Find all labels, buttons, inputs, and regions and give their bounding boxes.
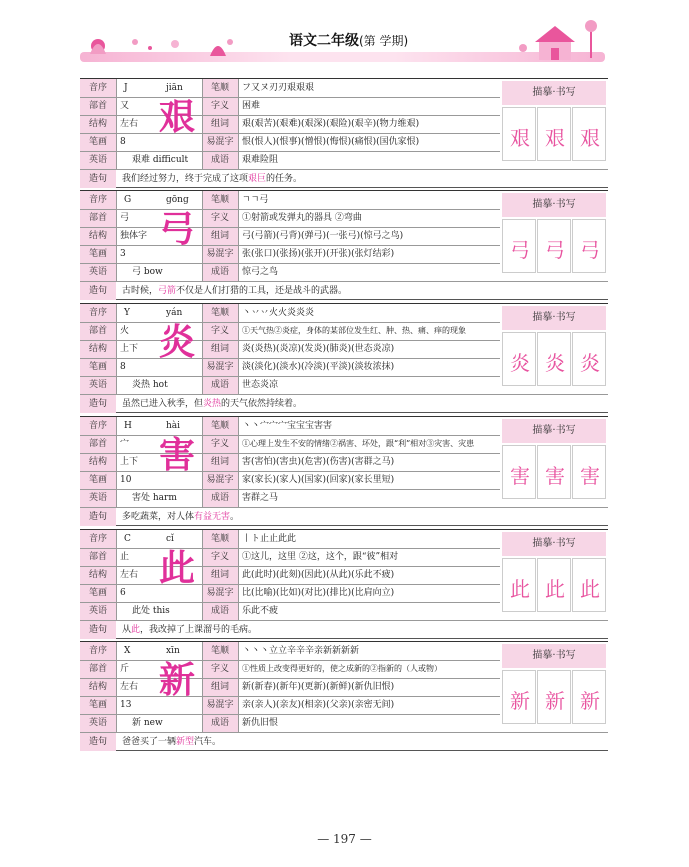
value-words: 炎(炎热)(炎凉)(发炎)(肺炎)(世态炎凉) — [242, 344, 395, 354]
tracing-cell[interactable] — [572, 332, 606, 386]
sentence-row — [80, 169, 608, 188]
page-number: — 197 — — [317, 832, 372, 846]
value-radical: 又 — [120, 101, 130, 111]
label-strokes: 笔画 — [80, 358, 116, 376]
value-idiom: 惊弓之鸟 — [242, 267, 279, 277]
label-structure: 结构 — [80, 453, 116, 471]
tracing-character: 此 — [510, 577, 530, 601]
label-meaning: 字义 — [202, 548, 238, 566]
value-radical: 止 — [120, 552, 130, 562]
label-structure: 结构 — [80, 115, 116, 133]
tracing-character: 害 — [545, 464, 565, 488]
label-stroke_order: 笔顺 — [202, 530, 238, 548]
tracing-character: 艰 — [580, 126, 600, 150]
label-english: 英语 — [80, 489, 116, 507]
sentence-row — [80, 732, 608, 751]
label-strokes: 笔画 — [80, 471, 116, 489]
value-pinyin: hài — [166, 421, 181, 431]
label-pinyin: 音序 — [80, 417, 116, 435]
label-idiom: 成语 — [202, 151, 238, 169]
label-sentence: 造句 — [80, 170, 116, 188]
sentence-highlight: 艰巨 — [248, 174, 267, 184]
tracing-cell[interactable] — [572, 558, 606, 612]
value-meaning: ①心理上发生不安的情绪②祸害、坏处，跟“利”相对③灾害、灾患 — [242, 439, 475, 448]
entry-3 — [80, 416, 608, 526]
label-meaning: 字义 — [202, 209, 238, 227]
tracing-cell[interactable] — [537, 107, 571, 161]
value-stroke_order: 丨ト止止此此 — [242, 534, 297, 544]
label-structure: 结构 — [80, 566, 116, 584]
label-sentence: 造句 — [80, 282, 116, 300]
sentence-highlight: 新型 — [176, 737, 195, 747]
main-character: 此 — [158, 547, 195, 589]
entry-2 — [80, 303, 608, 413]
value-english: 炎热 hot — [132, 380, 168, 390]
value-english: 新 new — [132, 718, 163, 728]
tracing-cell[interactable] — [537, 219, 571, 273]
sentence-highlight: 炎热 — [203, 399, 222, 409]
label-pinyin: 音序 — [80, 304, 116, 322]
label-confusable: 易混字 — [202, 245, 238, 263]
tracing-character: 新 — [580, 689, 600, 713]
tracing-cell[interactable] — [502, 670, 536, 724]
label-words: 组词 — [202, 115, 238, 133]
label-words: 组词 — [202, 566, 238, 584]
entry-4 — [80, 529, 608, 639]
value-english: 此处 this — [132, 606, 170, 616]
tracing-cell[interactable] — [502, 445, 536, 499]
practice-header: 描摹·书写 — [502, 532, 606, 556]
label-structure: 结构 — [80, 340, 116, 358]
example-sentence — [122, 621, 257, 639]
value-strokes: 3 — [120, 249, 126, 259]
value-letter: C — [124, 534, 131, 544]
sentence-row — [80, 394, 608, 413]
practice-header: 描摹·书写 — [502, 193, 606, 217]
tracing-character: 此 — [545, 577, 565, 601]
label-confusable: 易混字 — [202, 584, 238, 602]
label-english: 英语 — [80, 263, 116, 281]
entry-0 — [80, 78, 608, 188]
value-english: 弓 bow — [132, 267, 163, 277]
label-radical: 部首 — [80, 548, 116, 566]
tracing-cell[interactable] — [537, 670, 571, 724]
label-strokes: 笔画 — [80, 245, 116, 263]
label-radical: 部首 — [80, 209, 116, 227]
sentence-highlight: 弓箭 — [158, 286, 177, 296]
label-meaning: 字义 — [202, 660, 238, 678]
value-structure: 左右 — [120, 682, 139, 692]
label-meaning: 字义 — [202, 435, 238, 453]
label-words: 组词 — [202, 340, 238, 358]
tracing-cell[interactable] — [537, 558, 571, 612]
example-sentence — [122, 508, 239, 526]
house-decoration-icon — [515, 18, 605, 64]
label-idiom: 成语 — [202, 376, 238, 394]
value-meaning: ①天气热②炎症，身体的某部位发生红、肿、热、痛、痒的现象 — [242, 326, 466, 335]
tracing-character: 弓 — [510, 238, 530, 262]
value-meaning: ①射箭或发弹丸的器具 ②弯曲 — [242, 213, 362, 223]
label-idiom: 成语 — [202, 602, 238, 620]
tracing-cell[interactable] — [502, 219, 536, 273]
value-confusable: 家(家长)(家人)(国家)(回家)(家长里短) — [242, 475, 395, 485]
label-radical: 部首 — [80, 322, 116, 340]
value-words: 新(新春)(新年)(更新)(新鲜)(新仇旧恨) — [242, 682, 395, 692]
example-sentence — [122, 733, 221, 751]
tracing-character: 炎 — [580, 351, 600, 375]
value-words: 此(此时)(此刻)(因此)(从此)(乐此不疲) — [242, 570, 395, 580]
value-radical: 弓 — [120, 213, 130, 223]
value-letter: Y — [124, 308, 130, 318]
value-strokes: 13 — [120, 700, 132, 710]
tracing-character: 炎 — [545, 351, 565, 375]
sentence-text: 多吃蔬菜，对人体 — [122, 512, 195, 522]
tracing-cell[interactable] — [572, 670, 606, 724]
value-english: 害处 harm — [132, 493, 177, 503]
label-stroke_order: 笔顺 — [202, 191, 238, 209]
value-pinyin: jiān — [166, 83, 183, 93]
value-strokes: 8 — [120, 137, 126, 147]
entry-1 — [80, 190, 608, 300]
label-strokes: 笔画 — [80, 584, 116, 602]
value-strokes: 8 — [120, 362, 126, 372]
value-english: 艰难 difficult — [132, 155, 189, 165]
label-idiom: 成语 — [202, 263, 238, 281]
sentence-row — [80, 620, 608, 639]
sentence-text: 。 — [230, 512, 240, 522]
label-strokes: 笔画 — [80, 133, 116, 151]
value-confusable: 淡(淡化)(淡水)(冷淡)(平淡)(淡妆浓抹) — [242, 362, 395, 372]
tracing-character: 新 — [545, 689, 565, 713]
sentence-text: 爸爸买了一辆 — [122, 737, 177, 747]
value-words: 弓(弓箭)(弓背)(弹弓)(一张弓)(惊弓之鸟) — [242, 231, 404, 241]
value-radical: 宀 — [120, 439, 130, 449]
label-pinyin: 音序 — [80, 191, 116, 209]
label-structure: 结构 — [80, 678, 116, 696]
value-strokes: 6 — [120, 588, 126, 598]
value-idiom: 世态炎凉 — [242, 380, 279, 390]
main-character: 弓 — [158, 208, 195, 250]
value-meaning: ①这儿，这里 ②这，这个，跟“彼”相对 — [242, 552, 399, 562]
tracing-cell[interactable] — [537, 445, 571, 499]
example-sentence — [122, 170, 302, 188]
label-english: 英语 — [80, 602, 116, 620]
value-stroke_order: 丶丶丶立立辛辛辛亲新新新新 — [242, 646, 360, 656]
value-structure: 上下 — [120, 457, 139, 467]
example-sentence — [122, 282, 347, 300]
tracing-character: 此 — [580, 577, 600, 601]
main-character: 新 — [158, 659, 195, 701]
value-letter: X — [124, 646, 131, 656]
value-stroke_order: フ又ヌ刃刃艰艰艰 — [242, 83, 315, 93]
label-pinyin: 音序 — [80, 530, 116, 548]
value-structure: 左右 — [120, 119, 139, 129]
sentence-row — [80, 281, 608, 300]
tracing-cell[interactable] — [502, 558, 536, 612]
label-pinyin: 音序 — [80, 79, 116, 97]
entry-5 — [80, 641, 608, 751]
sentence-text: 不仅是人们打猎的工具，还是战斗的武器。 — [176, 286, 348, 296]
label-english: 英语 — [80, 151, 116, 169]
value-strokes: 10 — [120, 475, 132, 485]
value-confusable: 张(张口)(张扬)(张开)(开张)(张灯结彩) — [242, 249, 395, 259]
value-words: 艰(艰苦)(艰难)(艰深)(艰险)(艰辛)(物力维艰) — [242, 119, 420, 129]
value-confusable: 比(比喻)(比如)(对比)(排比)(比肩向立) — [242, 588, 395, 598]
sentence-text: 汽车。 — [194, 737, 222, 747]
value-confusable: 亲(亲人)(亲友)(相亲)(父亲)(亲密无间) — [242, 700, 395, 710]
value-confusable: 恨(恨人)(恨事)(憎恨)(悔恨)(痛恨)(国仇家恨) — [242, 137, 420, 147]
label-meaning: 字义 — [202, 322, 238, 340]
value-idiom: 艰难险阻 — [242, 155, 279, 165]
page-header — [80, 30, 605, 70]
label-radical: 部首 — [80, 97, 116, 115]
label-stroke_order: 笔顺 — [202, 642, 238, 660]
value-pinyin: yán — [166, 308, 183, 318]
sentence-highlight: 此 — [131, 625, 141, 635]
label-english: 英语 — [80, 376, 116, 394]
value-letter: H — [124, 421, 132, 431]
tracing-cell[interactable] — [572, 219, 606, 273]
sentence-text: 我们经过努力，终于完成了这项 — [122, 174, 249, 184]
practice-header: 描摹·书写 — [502, 81, 606, 105]
value-idiom: 乐此不疲 — [242, 606, 279, 616]
label-words: 组词 — [202, 227, 238, 245]
sentence-text: 的任务。 — [266, 174, 303, 184]
main-character: 害 — [158, 434, 195, 476]
tracing-character: 弓 — [580, 238, 600, 262]
sentence-text: ，我改掉了上课溜号的毛病。 — [140, 625, 258, 635]
label-strokes: 笔画 — [80, 696, 116, 714]
sentence-text: 虽然已进入秋季，但 — [122, 399, 204, 409]
label-idiom: 成语 — [202, 489, 238, 507]
sentence-text: 古时候， — [122, 286, 159, 296]
tracing-character: 新 — [510, 689, 530, 713]
label-pinyin: 音序 — [80, 642, 116, 660]
label-idiom: 成语 — [202, 714, 238, 732]
label-sentence: 造句 — [80, 733, 116, 751]
practice-header: 描摹·书写 — [502, 306, 606, 330]
label-confusable: 易混字 — [202, 471, 238, 489]
value-radical: 火 — [120, 326, 130, 336]
value-pinyin: xīn — [166, 646, 180, 656]
tracing-character: 艰 — [545, 126, 565, 150]
label-confusable: 易混字 — [202, 696, 238, 714]
label-sentence: 造句 — [80, 621, 116, 639]
value-structure: 独体字 — [120, 231, 148, 241]
value-words: 害(害怕)(害虫)(危害)(伤害)(害群之马) — [242, 457, 395, 467]
label-stroke_order: 笔顺 — [202, 79, 238, 97]
label-confusable: 易混字 — [202, 133, 238, 151]
main-character: 炎 — [158, 321, 195, 363]
value-structure: 左右 — [120, 570, 139, 580]
value-letter: G — [124, 195, 132, 205]
main-character: 艰 — [158, 96, 195, 138]
example-sentence — [122, 395, 302, 413]
tracing-cell[interactable] — [537, 332, 571, 386]
value-pinyin: cǐ — [166, 534, 174, 544]
label-words: 组词 — [202, 453, 238, 471]
tracing-character: 害 — [580, 464, 600, 488]
flower-decoration-icon — [80, 32, 250, 62]
tracing-character: 弓 — [545, 238, 565, 262]
label-english: 英语 — [80, 714, 116, 732]
practice-header: 描摹·书写 — [502, 644, 606, 668]
value-idiom: 新仇旧恨 — [242, 718, 279, 728]
value-idiom: 害群之马 — [242, 493, 279, 503]
tracing-character: 炎 — [510, 351, 530, 375]
tracing-cell[interactable] — [572, 445, 606, 499]
value-stroke_order: 丶丷丷火火炎炎炎 — [242, 308, 315, 318]
label-sentence: 造句 — [80, 395, 116, 413]
label-confusable: 易混字 — [202, 358, 238, 376]
tracing-character: 艰 — [510, 126, 530, 150]
sentence-row — [80, 507, 608, 526]
label-structure: 结构 — [80, 227, 116, 245]
label-radical: 部首 — [80, 660, 116, 678]
value-meaning: 困难 — [242, 101, 261, 111]
label-stroke_order: 笔顺 — [202, 304, 238, 322]
tracing-cell[interactable] — [502, 332, 536, 386]
value-radical: 斤 — [120, 664, 130, 674]
value-letter: J — [124, 83, 128, 93]
label-words: 组词 — [202, 678, 238, 696]
value-structure: 上下 — [120, 344, 139, 354]
tracing-character: 害 — [510, 464, 530, 488]
label-stroke_order: 笔顺 — [202, 417, 238, 435]
sentence-text: 的天气依然持续着。 — [221, 399, 303, 409]
value-stroke_order: 丶丶宀宀宀宝宝宝害害 — [242, 421, 333, 431]
value-stroke_order: ㄱㄱ弓 — [242, 195, 269, 205]
label-sentence: 造句 — [80, 508, 116, 526]
label-meaning: 字义 — [202, 97, 238, 115]
value-pinyin: gōng — [166, 195, 189, 205]
practice-header: 描摹·书写 — [502, 419, 606, 443]
tracing-cell[interactable] — [572, 107, 606, 161]
sentence-text: 从 — [122, 625, 132, 635]
sentence-highlight: 有益无害 — [194, 512, 231, 522]
tracing-cell[interactable] — [502, 107, 536, 161]
page-title: 语文二年级(第 学期) — [285, 30, 412, 50]
label-radical: 部首 — [80, 435, 116, 453]
value-meaning: ①性质上改变得更好的，使之成新的②指新的（人或物） — [242, 664, 442, 673]
